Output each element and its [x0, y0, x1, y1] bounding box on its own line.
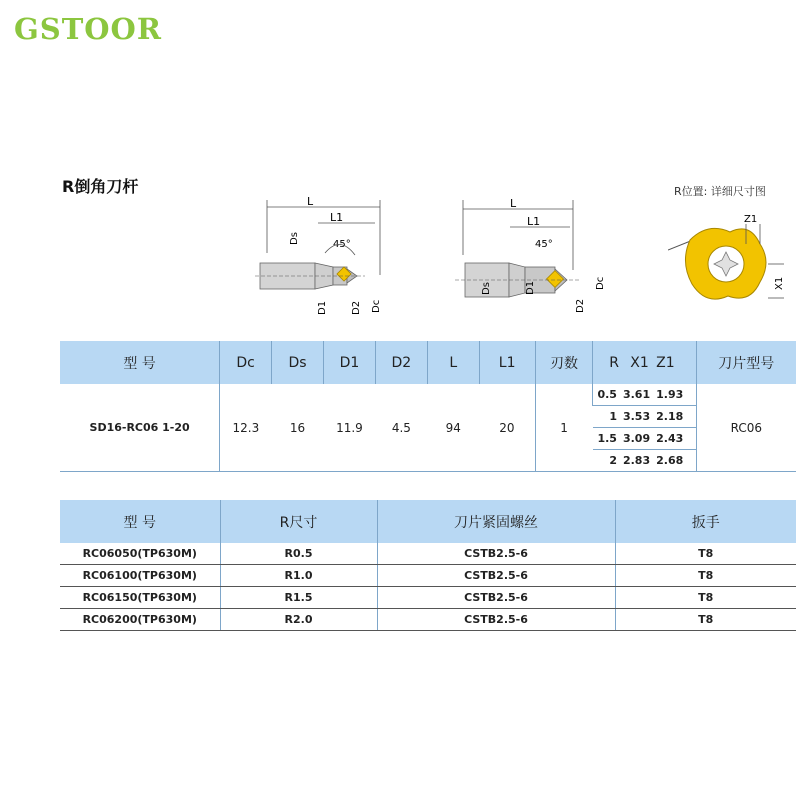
col-header-model: 型 号: [60, 341, 220, 384]
cell-x1: 3.53: [623, 406, 656, 428]
cell-d2: 4.5: [375, 384, 427, 472]
dim-D2: D2: [351, 300, 362, 315]
cell-r: 1: [593, 406, 623, 428]
insert-spec-table: [60, 500, 796, 631]
col-header-r: R: [593, 341, 623, 384]
table-row: [60, 384, 796, 406]
col-header-d2: D2: [375, 341, 427, 384]
section-title: R倒角刀杆: [62, 177, 139, 196]
cell-r: 0.5: [593, 384, 623, 406]
tool-holder-spec-table: [60, 341, 796, 472]
dim-X1: X1: [774, 276, 785, 290]
cell-r-size: R2.0: [220, 609, 377, 631]
dim-angle-2: 45°: [535, 239, 553, 250]
table-row: [60, 609, 796, 631]
dim-Ds-2: Ds: [481, 282, 492, 295]
cell-screw: CSTB2.5-6: [377, 587, 615, 609]
cell-insert-model: RC06200(TP630M): [60, 609, 220, 631]
cell-r-size: R0.5: [220, 543, 377, 565]
cell-z1: 2.68: [656, 450, 696, 472]
cell-r: 2: [593, 450, 623, 472]
dim-L-2: L: [510, 197, 517, 210]
cell-ds: 16: [272, 384, 324, 472]
dim-Z1: Z1: [744, 214, 758, 225]
cell-wrench: T8: [615, 565, 796, 587]
cell-x1: 3.61: [623, 384, 656, 406]
table-row: [60, 587, 796, 609]
cell-z1: 2.43: [656, 428, 696, 450]
cell-r-size: R1.0: [220, 565, 377, 587]
col-header-edges: 刃数: [535, 341, 593, 384]
cell-insert-model: RC06050(TP630M): [60, 543, 220, 565]
cell-z1: 1.93: [656, 384, 696, 406]
col-header-z1: Z1: [656, 341, 696, 384]
dim-D1-2: D1: [525, 280, 536, 295]
cell-screw: CSTB2.5-6: [377, 565, 615, 587]
cell-r: 1.5: [593, 428, 623, 450]
cell-d1: 11.9: [324, 384, 376, 472]
col-header-l1: L1: [479, 341, 535, 384]
brand-logo: GSTOOR: [14, 12, 162, 46]
col-header-screw: 刀片紧固螺丝: [377, 500, 615, 543]
cell-x1: 3.09: [623, 428, 656, 450]
dim-D1: D1: [317, 300, 328, 315]
dim-L: L: [307, 195, 314, 208]
cell-screw: CSTB2.5-6: [377, 543, 615, 565]
dim-D2-2: D2: [575, 298, 586, 313]
cell-l1: 20: [479, 384, 535, 472]
tool-diagram-straight: [255, 195, 405, 325]
table-row: [60, 565, 796, 587]
cell-insert-model: RC06150(TP630M): [60, 587, 220, 609]
dim-L1-2: L1: [527, 215, 541, 228]
col-header-wrench: 扳手: [615, 500, 796, 543]
cell-r-size: R1.5: [220, 587, 377, 609]
col-header-insert: 刀片型号: [696, 341, 796, 384]
cell-screw: CSTB2.5-6: [377, 609, 615, 631]
cell-z1: 2.18: [656, 406, 696, 428]
col-header-insert-model: 型 号: [60, 500, 220, 543]
table-row: [60, 543, 796, 565]
col-header-r-size: R尺寸: [220, 500, 377, 543]
dim-angle: 45°: [333, 239, 351, 250]
dim-Ds: Ds: [289, 232, 300, 245]
col-header-l: L: [427, 341, 479, 384]
cell-insert-model: RC06100(TP630M): [60, 565, 220, 587]
cell-l: 94: [427, 384, 479, 472]
insert-drawing: [668, 210, 796, 320]
insert-detail-diagram: [668, 210, 796, 320]
col-header-ds: Ds: [272, 341, 324, 384]
col-header-x1: X1: [623, 341, 656, 384]
cell-wrench: T8: [615, 609, 796, 631]
tool-diagram-stepped: [455, 195, 615, 325]
col-header-d1: D1: [324, 341, 376, 384]
dim-L1: L1: [330, 211, 344, 224]
col-header-dc: Dc: [220, 341, 272, 384]
cell-wrench: T8: [615, 543, 796, 565]
dim-Dc: Dc: [371, 299, 382, 313]
cell-wrench: T8: [615, 587, 796, 609]
cell-dc: 12.3: [220, 384, 272, 472]
tool-drawing-2: [455, 195, 615, 325]
cell-edges: 1: [535, 384, 593, 472]
cell-insert-model: RC06: [696, 384, 796, 472]
tool-drawing-1: [255, 195, 405, 325]
dim-Dc-2: Dc: [595, 276, 606, 290]
cell-x1: 2.83: [623, 450, 656, 472]
cell-model: SD16-RC06 1-20: [60, 384, 220, 472]
r-position-caption: R位置: 详细尺寸图: [674, 185, 766, 198]
